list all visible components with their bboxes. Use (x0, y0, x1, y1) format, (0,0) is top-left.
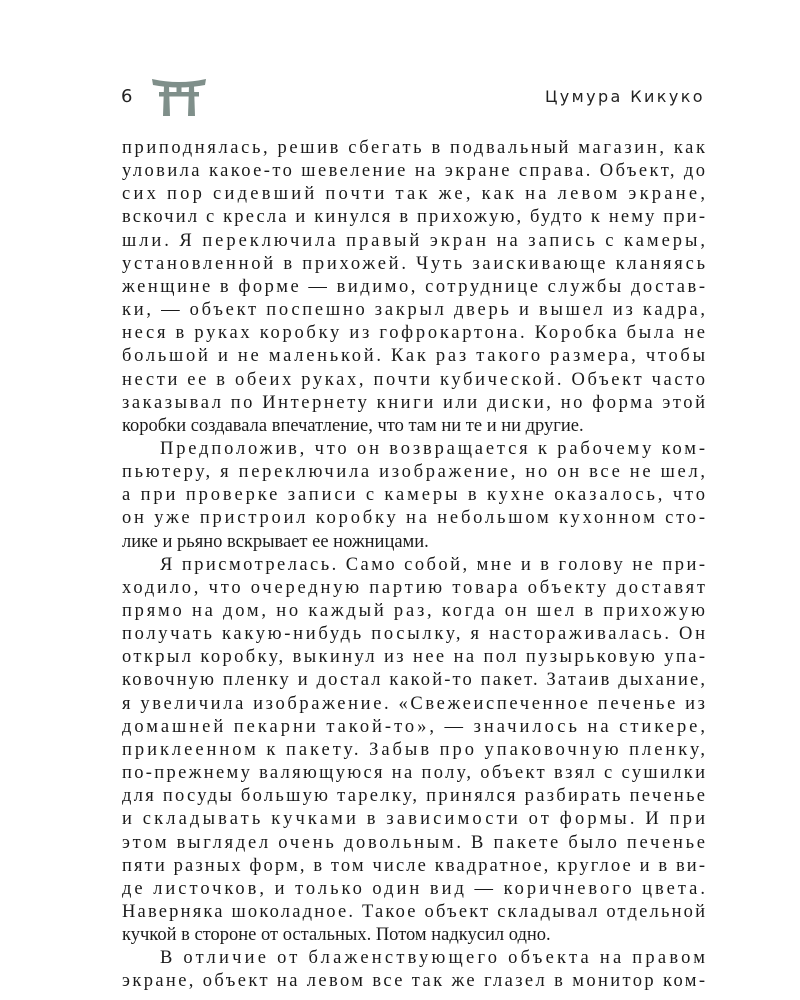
text-line (122, 413, 705, 437)
text-line (122, 853, 705, 877)
text-line (122, 714, 705, 738)
text-line (122, 598, 705, 622)
text-line-content: экране, объект на левом все так же глазел в монитор ком- (122, 971, 705, 992)
text-line (122, 621, 705, 645)
text-line (122, 644, 705, 668)
running-title: Цумура Кикуко (544, 87, 705, 106)
text-line (122, 228, 705, 252)
text-line-content: пяти разных форм, в том числе квадратное, круглое и в ви- (122, 855, 706, 876)
text-line (122, 691, 705, 715)
text-line (122, 459, 705, 483)
text-line-content: ковочную пленку и достал какой-то пакет. Затаив дыхание, (122, 670, 705, 691)
text-line-content: коробки создавала впечатление, что там ни те и ни другие. (122, 415, 584, 436)
text-line-content: заказывал по Интернету книги или диски, но форма этой (122, 392, 705, 413)
text-line (122, 390, 705, 414)
text-line-content: женщине в форме — видимо, сотруднице службы достав- (122, 276, 705, 297)
text-line-content: де листочков, и только один вид — коричневого цвета. (122, 878, 705, 899)
text-line-content: большой и не маленькой. Как раз такого размера, чтобы (122, 346, 706, 367)
text-line-content: уловила какое-то шевеление на экране справа. Объект, до (122, 161, 705, 182)
text-line (122, 737, 705, 761)
text-line (122, 806, 705, 830)
text-line-content: пьютеру, я переключила изображение, но он все не шел, (122, 462, 705, 483)
text-line (160, 436, 705, 460)
text-line-content: я увеличила изображение. «Свежеиспеченное печенье из (122, 693, 705, 714)
text-line-content: неся в руках коробку из гофрокартона. Коробка была не (122, 323, 705, 344)
text-line-content: Наверняка шоколадное. Такое объект складывал отдельной (122, 901, 705, 922)
text-line-content: приклеенном к пакету. Забыв про упаковочную пленку, (122, 739, 705, 760)
text-line-content: В отличие от блаженствующего объекта на правом (160, 948, 705, 969)
text-line (122, 667, 705, 691)
text-line (160, 945, 705, 969)
text-line-content: он уже пристроил коробку на небольшом кухонном сто- (122, 508, 705, 529)
text-line (122, 320, 705, 344)
text-line (122, 204, 705, 228)
text-line (122, 575, 705, 599)
text-line (122, 274, 705, 298)
text-line-content: домашней пекарни такой-то», — значилось на стикере, (122, 716, 706, 737)
text-line-content: и складывать кучками в зависимости от формы. И при (122, 809, 706, 830)
text-line-content: лике и рьяно вскрывает ее ножницами. (122, 531, 429, 552)
text-line (122, 968, 705, 992)
text-line-content: получать какую-нибудь посылку, я настораживалась. Он (122, 624, 705, 645)
text-line-content: а при проверке записи с камеры в кухне оказалось, что (122, 485, 705, 506)
text-line-content: приподнялась, решив сбегать в подвальный магазин, как (122, 138, 705, 158)
text-line (122, 181, 705, 205)
text-line (122, 297, 705, 321)
text-line-content: установленной в прихожей. Чуть заискивающе кланяясь (122, 253, 705, 274)
text-line-content: шли. Я переключила правый экран на запись с камеры, (122, 230, 705, 251)
text-line (122, 922, 705, 946)
text-line-content: ходило, что очередную партию товара объекту доставят (122, 577, 705, 598)
text-line (122, 899, 705, 923)
text-line (160, 552, 705, 576)
text-line-content: Я присмотрелась. Само собой, мне и в голову не при- (160, 554, 706, 575)
text-line-content: этом выглядел очень довольным. В пакете было печенье (122, 832, 705, 853)
text-line-content: нести ее в обеих руках, почти кубической. Объект часто (122, 369, 705, 390)
text-line (122, 783, 705, 807)
text-line-content: прямо на дом, но каждый раз, когда он шел в прихожую (122, 601, 705, 621)
text-line-content: сих пор сидевший почти так же, как на левом экране, (122, 184, 706, 205)
text-line (122, 830, 705, 854)
text-line-content: по-прежнему валяющуюся на полу, объект взял с сушилки (122, 763, 706, 784)
text-line (122, 482, 705, 506)
text-line (122, 876, 705, 900)
text-line (122, 135, 705, 159)
text-line-content: Предположив, что он возвращается к рабочему ком- (160, 438, 705, 459)
text-line (122, 343, 705, 367)
text-line (122, 251, 705, 275)
text-line-content: вскочил с кресла и кинулся в прихожую, будто к нему при- (122, 207, 705, 228)
text-line (122, 529, 705, 553)
page-number: 6 (121, 86, 133, 107)
text-line-content: для посуды большую тарелку, принялся разбирать печенье (122, 786, 705, 807)
text-line-content: кучкой в стороне от остальных. Потом надкусил одно. (122, 925, 551, 946)
text-line (122, 505, 705, 529)
text-line (122, 760, 705, 784)
text-line-content: открыл коробку, выкинул из нее на пол пузырьковую упа- (122, 647, 705, 668)
text-line (122, 367, 705, 391)
text-line (122, 158, 705, 182)
text-line-content: ки, — объект поспешно закрыл дверь и вышел из кадра, (122, 300, 706, 321)
